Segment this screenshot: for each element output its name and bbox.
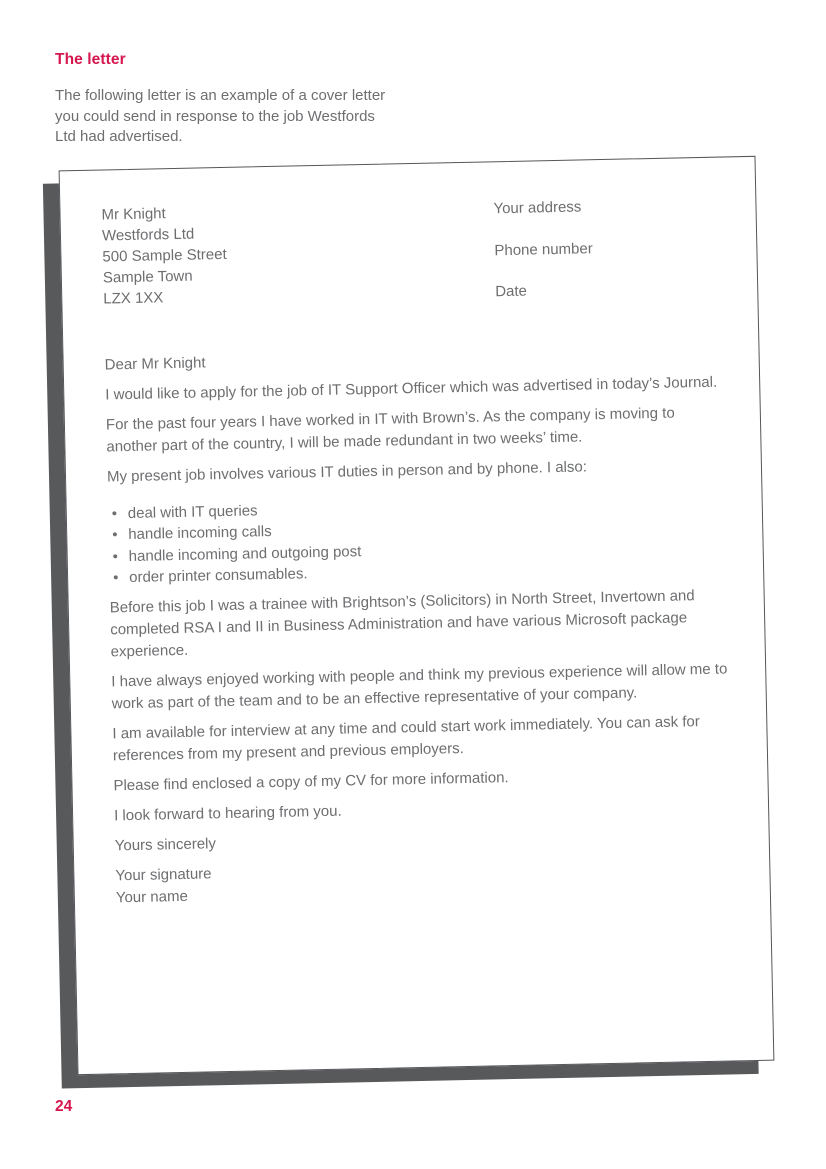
address-line: 500 Sample Street <box>102 245 227 266</box>
letter-paragraph: Before this job I was a trainee with Brightson’s (Solicitors) in North Street, Invertown and completed RSA I and II in Business Administration and have various Microsoft package experience. <box>109 587 695 661</box>
signature-line: Your name <box>115 888 189 907</box>
address-line: LZX 1XX <box>103 289 164 308</box>
paragraphs-before-bullets <box>105 372 723 489</box>
letter-example <box>59 156 775 1075</box>
intro-paragraph: The following letter is an example of a cover letter you could send in response to the job Westfords Ltd had advertised. <box>55 87 386 145</box>
bullet-item: • order printer consumables. <box>109 554 725 588</box>
address-line: Mr Knight <box>101 205 166 224</box>
bullet-item: • handle incoming and outgoing post <box>108 533 724 567</box>
bullet-item: • deal with IT queries <box>108 491 724 525</box>
section-heading: The letter <box>55 51 126 68</box>
sender-placeholder-line: Your address <box>493 198 582 218</box>
letter-paragraph: Please find enclosed a copy of my CV for more information. <box>113 769 509 795</box>
salutation: Dear Mr Knight <box>104 354 206 374</box>
letter-paragraph: I am available for interview at any time and could start work immediately. You can ask for references from my present and previous employers. <box>112 713 700 765</box>
bullet-list <box>108 491 726 589</box>
letter-paragraph: I look forward to hearing from you. <box>113 802 342 825</box>
signature-block <box>115 853 732 910</box>
sender-placeholder-line: Phone number <box>494 239 593 259</box>
letter-paragraph: I would like to apply for the job of IT Support Officer which was advertised in today’s Journal. <box>105 373 718 404</box>
letter-header <box>101 192 720 355</box>
closing: Yours sincerely <box>114 835 217 855</box>
letter-paper <box>59 156 775 1075</box>
letter-paragraph: For the past four years I have worked in IT with Brown’s. As the company is moving to another part of the country, I will be made redundant in two weeks’ time. <box>105 404 675 456</box>
letter-body <box>104 342 731 910</box>
sender-placeholder-block <box>493 196 594 323</box>
page-number: 24 <box>55 1098 73 1115</box>
signature-line: Your signature <box>115 865 212 885</box>
sender-placeholder-line: Date <box>495 282 528 301</box>
paragraphs-after-bullets <box>110 585 731 828</box>
letter-paragraph: I have always enjoyed working with people and think my previous experience will allow me to work as part of the team and to be an effective representative of your company. <box>111 660 728 713</box>
bullet-item: • handle incoming calls <box>108 512 724 546</box>
address-line: Sample Town <box>102 267 193 287</box>
recipient-address-block <box>101 192 719 310</box>
address-line: Westfords Ltd <box>101 225 195 245</box>
letter-paragraph: My present job involves various IT duties in person and by phone. I also: <box>106 458 588 486</box>
